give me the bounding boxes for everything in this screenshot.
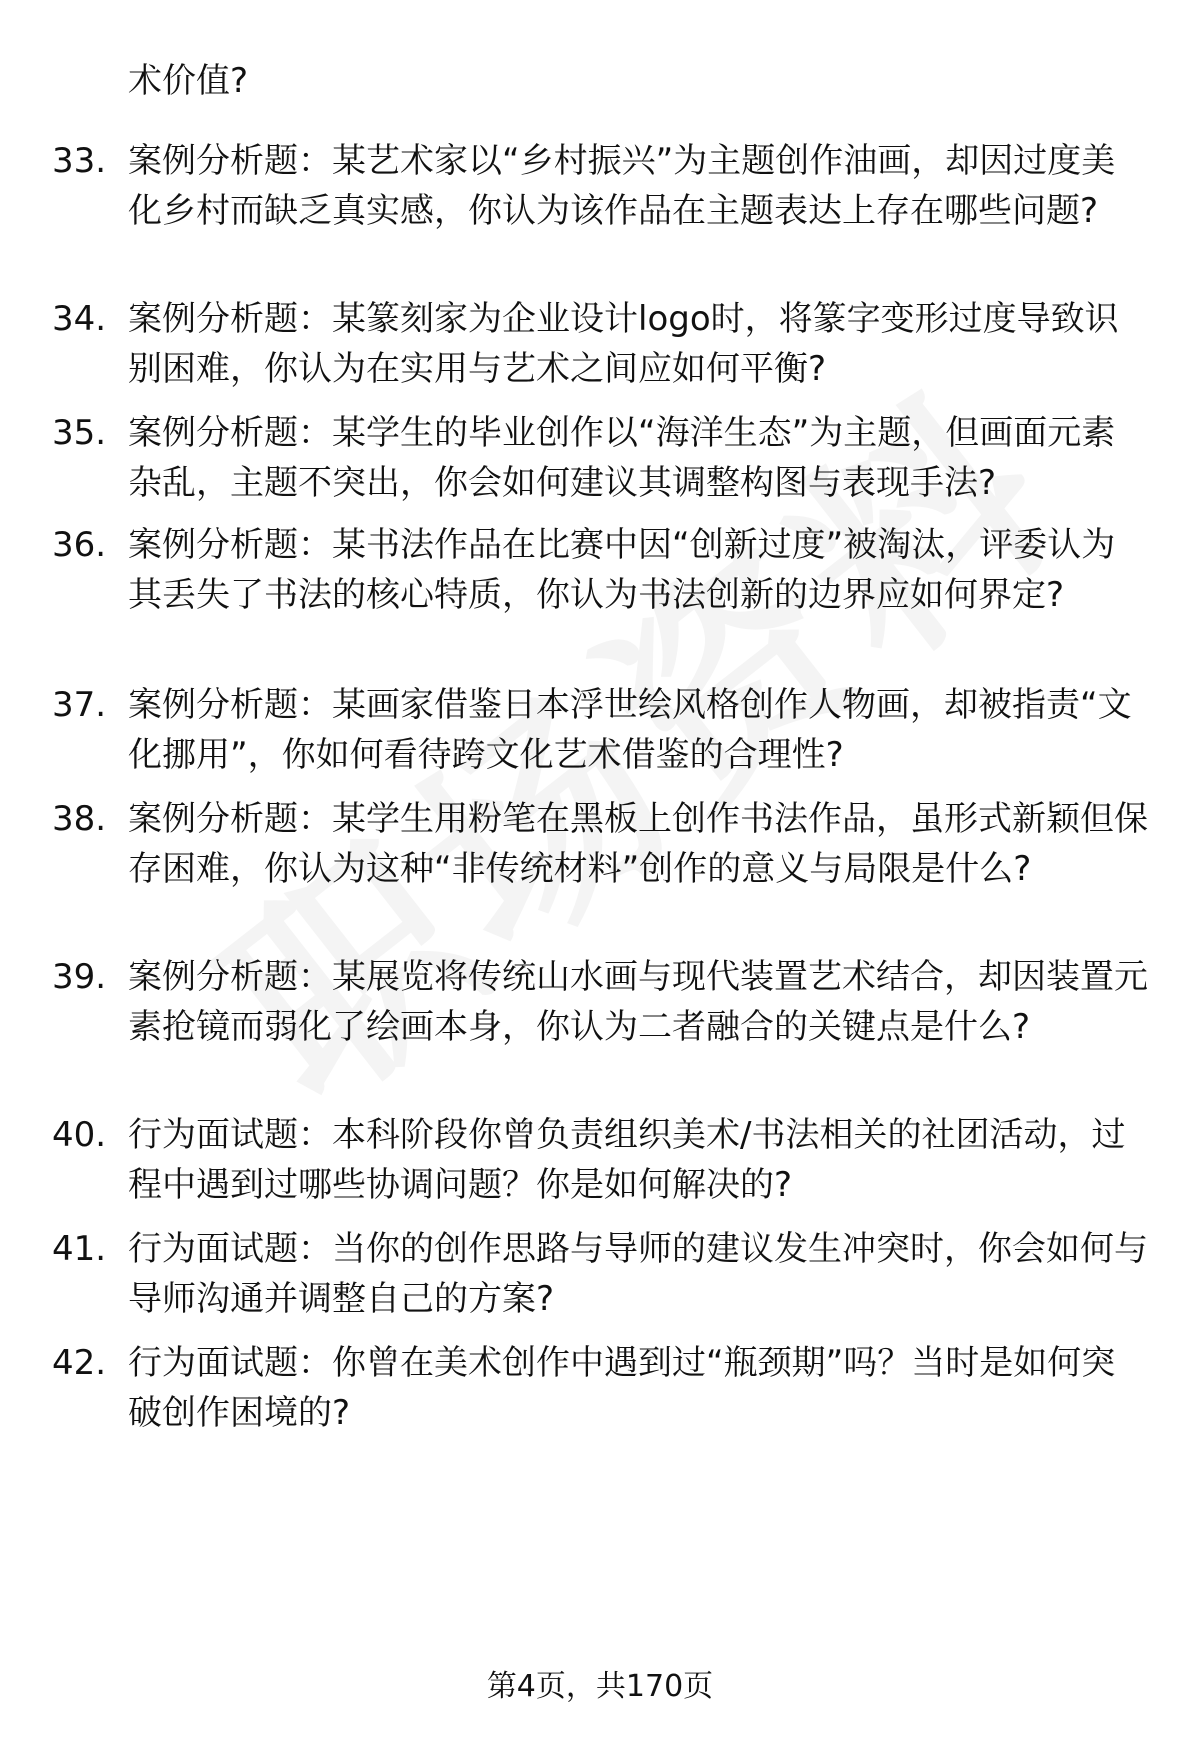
question-number: 33. [52, 141, 107, 181]
question-number: 34. [52, 299, 107, 339]
question-number: 36. [52, 525, 107, 565]
question-text: 行为面试题：当你的创作思路与导师的建议发生冲突时，你会如何与导师沟通并调整自己的方案? [128, 1229, 1148, 1319]
question-continuation: 术价值? [128, 61, 249, 101]
question-text: 行为面试题：本科阶段你曾负责组织美术/书法相关的社团活动，过程中遇到过哪些协调问题？你是如何解决的? [128, 1115, 1126, 1205]
page-footer: 第4页，共170页 [486, 1669, 714, 1704]
question-text: 案例分析题：某学生的毕业创作以“海洋生态”为主题，但画面元素杂乱，主题不突出，你会如何建议其调整构图与表现手法? [128, 413, 1116, 503]
question-text: 案例分析题：某篆刻家为企业设计logo时，将篆字变形过度导致识别困难，你认为在实用与艺术之间应如何平衡? [128, 299, 1119, 389]
question-number: 37. [52, 685, 107, 725]
question-text: 案例分析题：某学生用粉笔在黑板上创作书法作品，虽形式新颖但保存困难，你认为这种“非传统材料”创作的意义与局限是什么? [128, 799, 1148, 889]
question-text: 案例分析题：某艺术家以“乡村振兴”为主题创作油画，却因过度美化乡村而缺乏真实感，你认为该作品在主题表达上存在哪些问题? [128, 141, 1116, 231]
question-text: 案例分析题：某书法作品在比赛中因“创新过度”被淘汰，评委认为其丢失了书法的核心特质，你认为书法创新的边界应如何界定? [128, 525, 1116, 615]
question-number: 39. [52, 957, 107, 997]
question-number: 42. [52, 1343, 107, 1383]
question-text: 案例分析题：某展览将传统山水画与现代装置艺术结合，却因装置元素抢镜而弱化了绘画本身，你认为二者融合的关键点是什么? [128, 957, 1148, 1047]
question-number: 35. [52, 413, 107, 453]
question-number: 41. [52, 1229, 107, 1269]
question-text: 案例分析题：某画家借鉴日本浮世绘风格创作人物画，却被指责“文化挪用”，你如何看待跨文化艺术借鉴的合理性? [128, 685, 1132, 775]
question-text: 行为面试题：你曾在美术创作中遇到过“瓶颈期”吗？当时是如何突破创作困境的? [128, 1343, 1116, 1433]
question-number: 40. [52, 1115, 107, 1155]
question-number: 38. [52, 799, 107, 839]
